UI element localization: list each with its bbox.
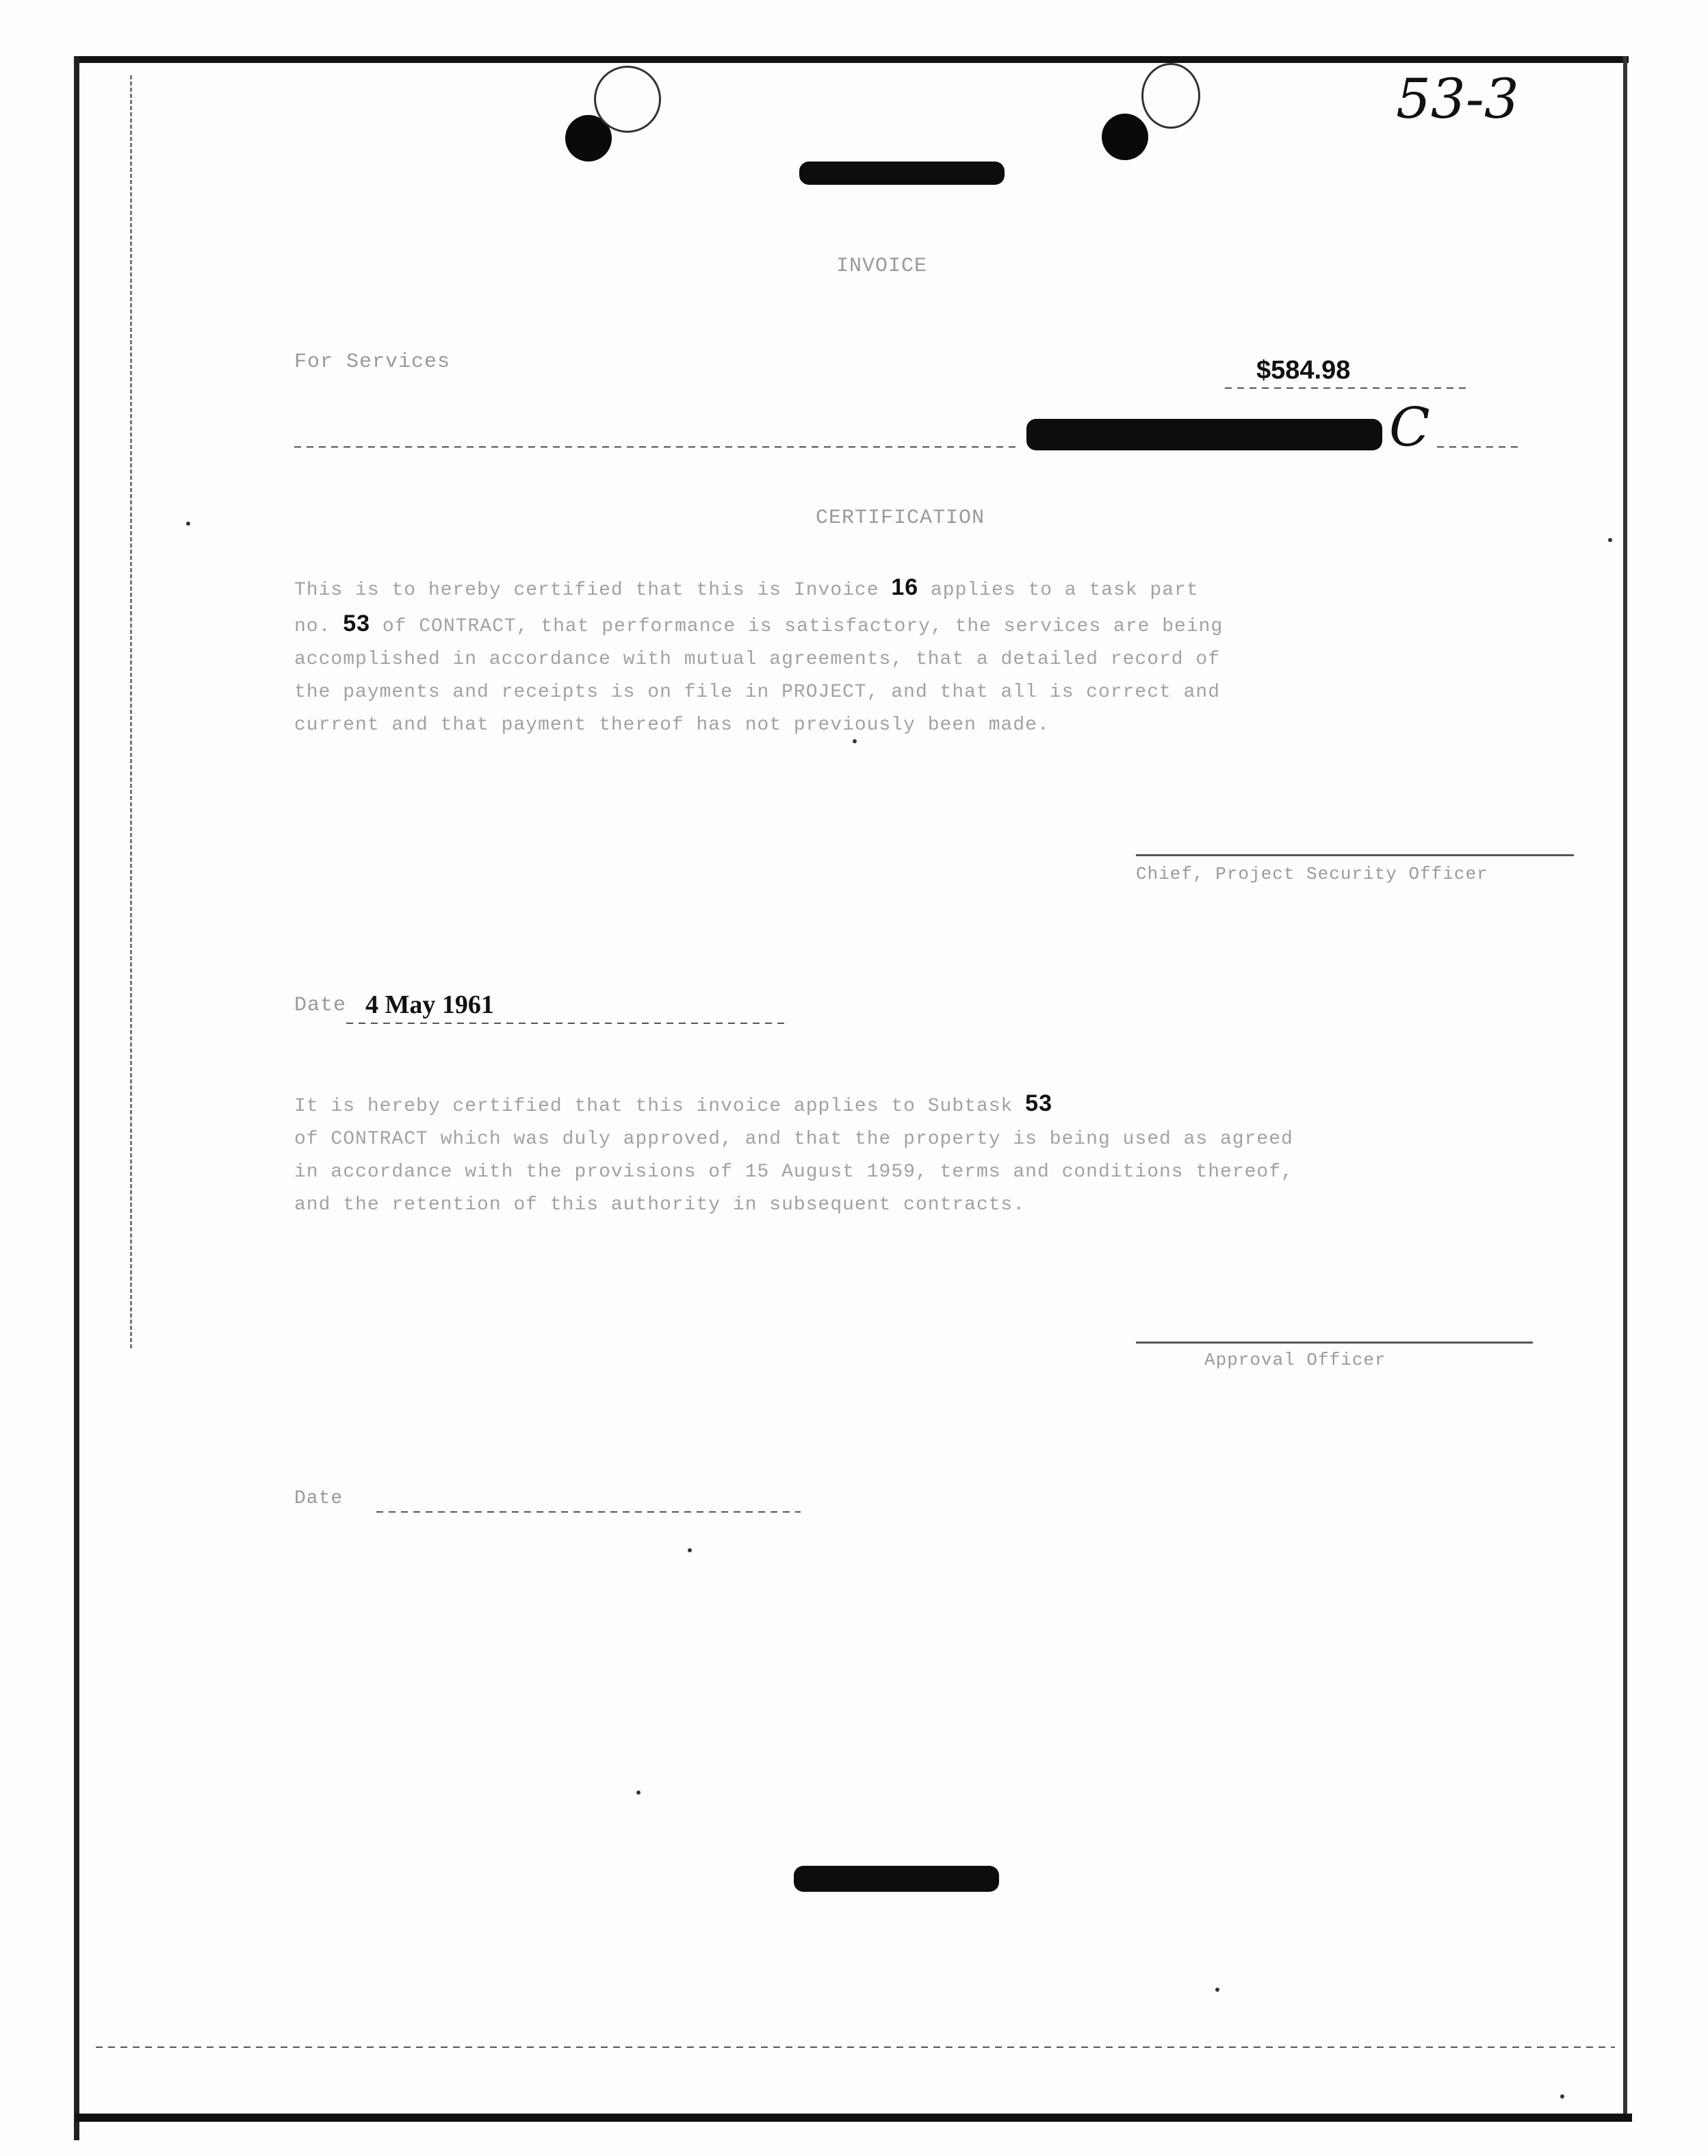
account-dashed-line-end	[1437, 446, 1519, 448]
ink-speck	[186, 522, 190, 526]
cert-line-1	[294, 571, 1223, 607]
punch-hole-outline-left	[594, 66, 661, 133]
cert-line-1-text-a: This is to hereby certified that this is Invoice	[294, 580, 892, 601]
date-value: 4 May 1961	[365, 990, 494, 1019]
date-label: Date	[294, 994, 347, 1017]
ink-speck	[688, 1548, 692, 1552]
ink-speck	[1560, 2094, 1564, 2099]
punch-hole-outline-right	[1141, 63, 1200, 129]
redaction-bar-account	[1026, 419, 1382, 450]
date-underline	[346, 1023, 784, 1024]
cert2-line-1-text: It is hereby certified that this invoice applies to Subtask	[294, 1096, 1026, 1117]
amount-value: $584.98	[1256, 356, 1351, 385]
margin-dashed-line	[130, 75, 132, 1348]
page-heading: INVOICE	[836, 255, 928, 278]
certification-paragraph	[294, 571, 1223, 742]
certification-heading: CERTIFICATION	[816, 506, 985, 530]
cert2-line-2: of CONTRACT which was duly approved, and that the property is being used as agreed	[294, 1129, 1293, 1150]
ink-speck	[1215, 1988, 1219, 1992]
date-label-2: Date	[294, 1488, 344, 1509]
cert-line-1-text-b: applies to a task part	[918, 580, 1199, 601]
cert2-line-4: and the retention of this authority in subsequent contracts.	[294, 1194, 1026, 1216]
ink-speck	[1608, 538, 1612, 542]
signature-title-1: Chief, Project Security Officer	[1136, 864, 1488, 884]
subtask-number: 53	[1025, 1090, 1052, 1116]
ink-speck	[853, 739, 857, 743]
signature-line-1	[1136, 854, 1574, 856]
cert-line-2	[294, 607, 1223, 643]
ink-speck	[636, 1791, 640, 1795]
cert-line-4: the payments and receipts is on file in PROJECT, and that all is correct and	[294, 682, 1221, 703]
bottom-dashed-line	[96, 2046, 1615, 2048]
signature-title-2: Approval Officer	[1204, 1350, 1386, 1370]
page-border-right	[1623, 56, 1627, 2116]
page-border-left	[74, 56, 79, 2140]
account-dashed-line	[294, 446, 1020, 448]
cert2-line-1	[294, 1087, 1293, 1123]
date-underline-2	[376, 1511, 801, 1513]
amount-underline	[1225, 387, 1471, 389]
service-label: For Services	[294, 350, 451, 374]
cert-line-5: current and that payment thereof has not previously been made.	[294, 715, 1050, 736]
invoice-number: 16	[891, 574, 919, 600]
cert2-line-3: in accordance with the provisions of 15 August 1959, terms and conditions thereof,	[294, 1162, 1293, 1183]
subtask-certification-paragraph	[294, 1087, 1293, 1222]
punch-hole-right	[1102, 114, 1148, 160]
page-border-bottom	[75, 2114, 1632, 2122]
cert-line-2-text-a: no.	[294, 616, 344, 637]
task-number: 53	[343, 611, 371, 637]
signature-line-2	[1136, 1342, 1533, 1344]
redaction-bar-top	[799, 162, 1005, 185]
page-border-top	[75, 56, 1629, 63]
handwritten-reference: 53-3	[1396, 67, 1519, 131]
handwritten-c: C	[1389, 397, 1430, 459]
cert-line-2-text-b: of CONTRACT, that performance is satisfactory, the services are being	[370, 616, 1224, 637]
cert-line-3: accomplished in accordance with mutual agreements, that a detailed record of	[294, 649, 1221, 670]
redaction-bar-bottom	[794, 1866, 999, 1892]
